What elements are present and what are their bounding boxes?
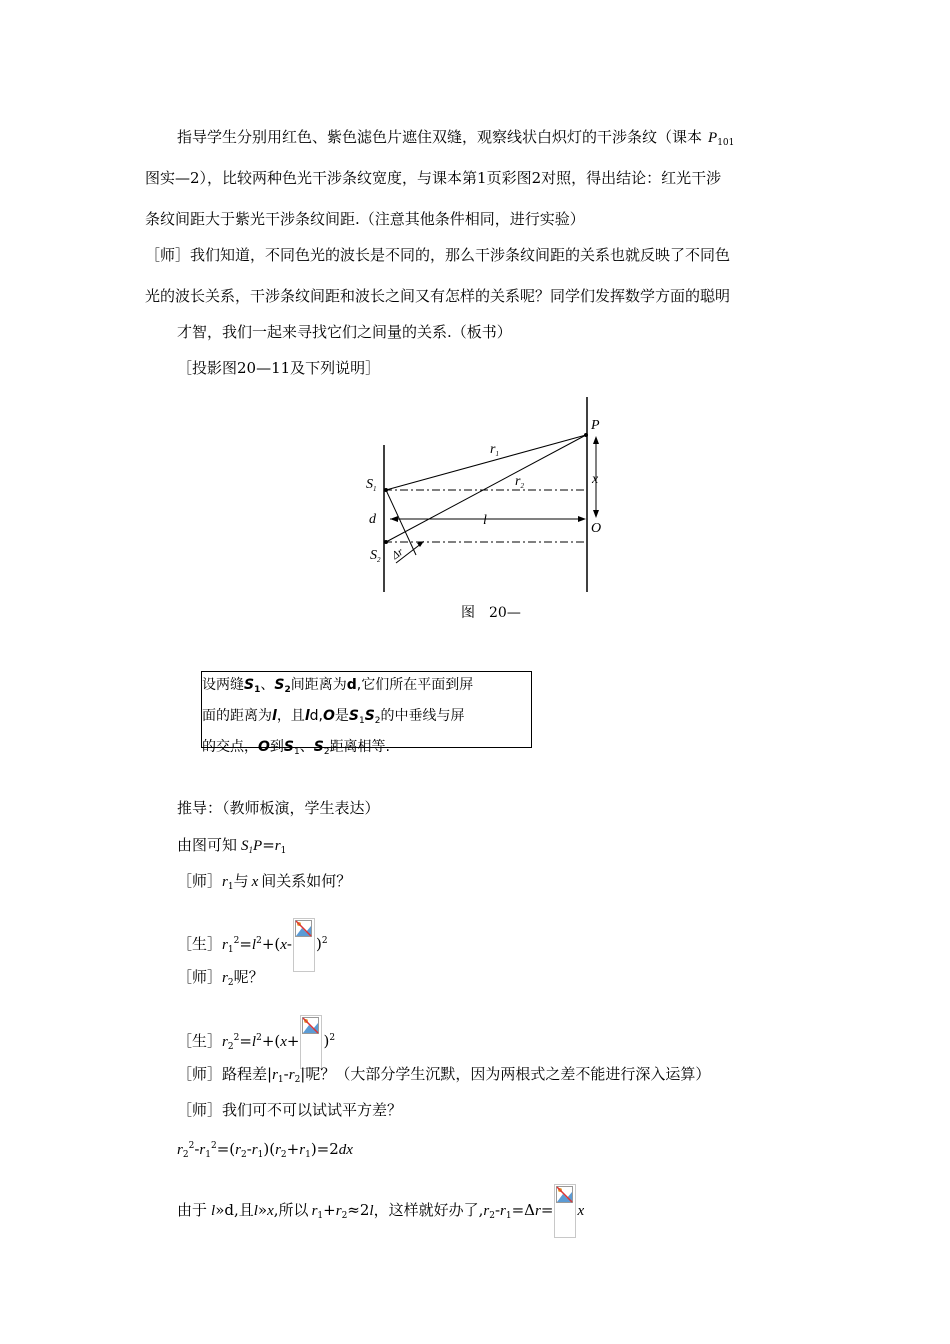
teacher-question-3: ［师］路程差$|r_1-r_2|$呢？（大部分学生沉默，因为两根式之差不能进行深入运算） (177, 1065, 711, 1085)
difference-of-squares-equation: $r_2^2-r_1^2=(r_2-r_1)(r_2+r_1)=2dx$ (177, 1140, 353, 1160)
x-arrowhead-bottom (593, 510, 599, 518)
box-line3: 的交点，O到$S_1$、$S_2$距离相等. (202, 739, 391, 757)
projection-note: ［投影图20—11及下列说明］ (177, 359, 381, 377)
ray-r1 (386, 435, 586, 490)
para1-line3: 条纹间距大于紫光干涉条纹间距.（注意其他条件相同，进行实验） (145, 210, 585, 228)
ref-letter: P (708, 130, 718, 146)
point-p (584, 433, 588, 437)
label-r2: $r_2$ (515, 474, 524, 490)
point-s1 (384, 488, 388, 492)
label-p: P (591, 418, 600, 433)
teacher-question-2: ［师$]r_2$呢？ (177, 968, 264, 988)
l-arrowhead-right (578, 516, 586, 522)
definition-box (201, 671, 532, 757)
teacher-question-1: ［师$]r_1$与 x 间关系如何？ (177, 872, 352, 892)
delta-r-line (386, 490, 416, 555)
label-s2: $S_2$ (370, 548, 381, 564)
teacher-question-4: ［师］我们可不可以试试平方差？ (177, 1101, 403, 1119)
label-delta-r: Δr (389, 545, 406, 562)
student-answer-2: ［生$]r_2^2=l^2+(x+$ )$^2$ (177, 1015, 335, 1069)
box-line1: 设两缝$S_1$、$S_2$间距离为d,它们所在平面到屏 (202, 677, 474, 695)
label-o: O (591, 521, 602, 536)
point-s2 (384, 540, 388, 544)
label-l: l (483, 513, 487, 528)
student-answer-1: ［生$]r_1^2=l^2+(x-$ )$^2$ (177, 918, 328, 972)
para1-line2: 图实—2），比较两种色光干涉条纹宽度，与课本第1页彩图2对照，得出结论：红光干涉 (145, 169, 722, 187)
broken-image-icon (554, 1184, 576, 1238)
label-x: x (592, 472, 599, 487)
label-d: d (369, 512, 376, 527)
figure-caption: 图 20— (461, 605, 521, 621)
para1-line1-text: 指导学生分别用红色、紫色滤色片遮住双缝，观察线状白炽灯的干涉条纹（课本 (177, 128, 703, 146)
broken-image-icon (293, 918, 315, 972)
para2-line1: ［师］我们知道，不同色光的波长是不同的，那么干涉条纹间距的关系也就反映了不同色 (145, 246, 731, 264)
derivation-title: 推导：（教师板演，学生表达） (177, 799, 380, 817)
label-r1: $r_1$ (490, 442, 499, 458)
derivation-line-a: 由图可知 $S_1P=r_1$ (177, 836, 287, 856)
box-line2: 面的距离为l，且ld,O是$S_1S_2$的中垂线与屏 (202, 708, 465, 726)
para2-line3: 才智，我们一起来寻找它们之间量的关系.（板书） (177, 323, 512, 341)
l-arrowhead-left (390, 516, 398, 522)
label-s1: $S_1$ (366, 477, 377, 493)
broken-image-icon (300, 1015, 322, 1069)
double-slit-diagram (360, 395, 620, 595)
x-arrowhead-top (593, 436, 599, 444)
final-approximation-line: 由于 l»d,且l»x,所以 $r_1+r_2\approx 2l$，这样就好办了$,r_2-r_1=\Delta r=$ x (177, 1184, 584, 1238)
para1-line1 (177, 127, 734, 153)
ref-sub: 101 (717, 138, 735, 148)
para2-line2: 光的波长关系，干涉条纹间距和波长之间又有怎样的关系呢？同学们发挥数学方面的聪明 (145, 287, 731, 305)
